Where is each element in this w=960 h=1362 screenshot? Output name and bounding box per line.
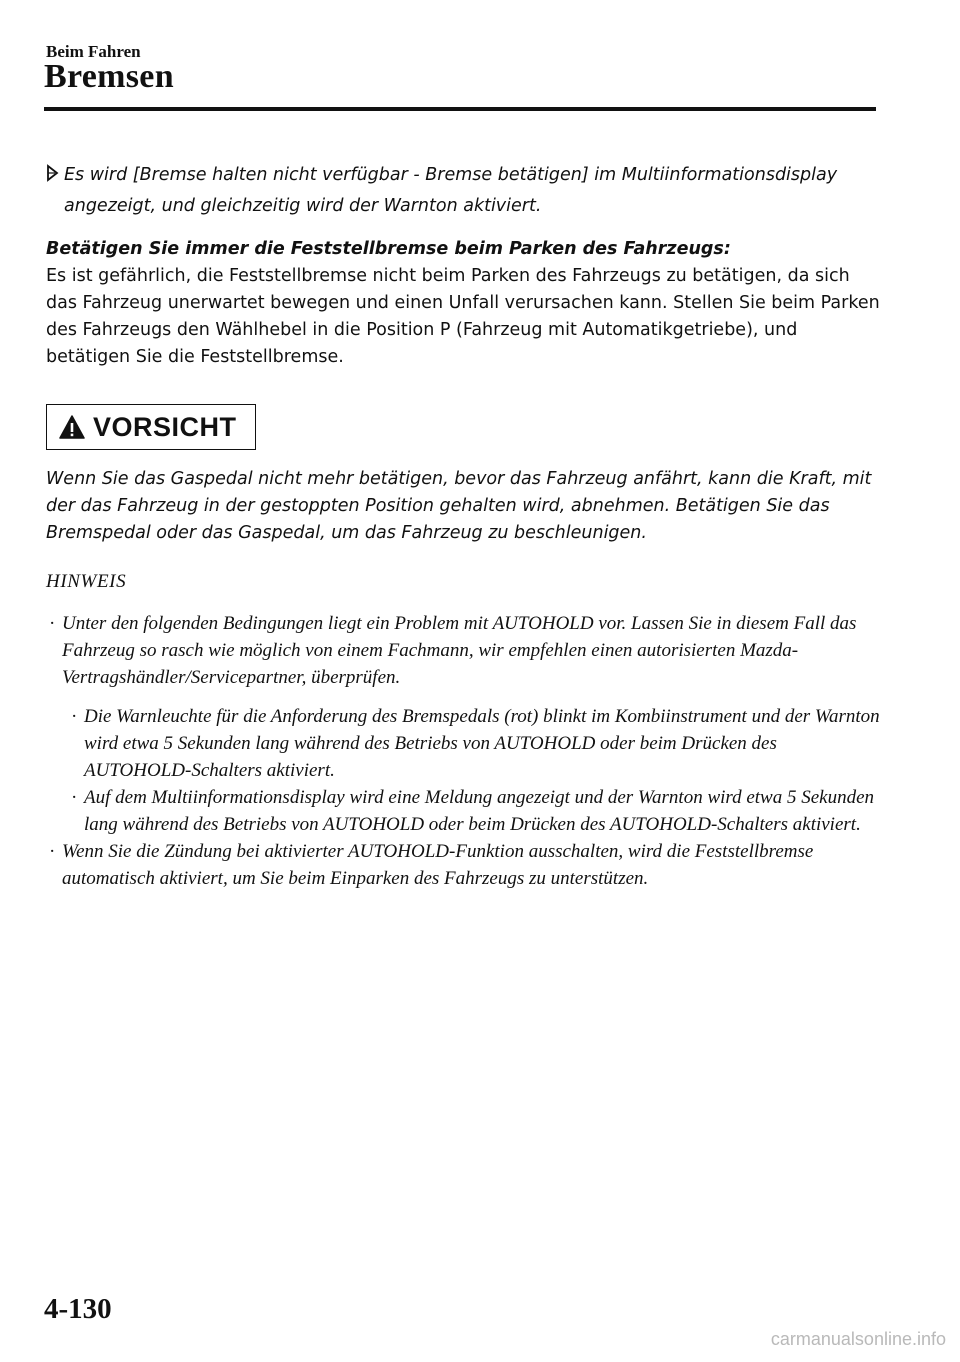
bullet-dot: · — [71, 706, 78, 727]
note-list — [46, 610, 886, 892]
title-divider — [44, 107, 876, 111]
arrow-list-item — [46, 160, 886, 222]
note-subitem — [68, 703, 886, 784]
note-heading: HINWEIS — [46, 571, 127, 592]
arrow-bullet-icon — [46, 160, 60, 193]
note-item-text: Wenn Sie die Zündung bei aktivierter AUTOHOLD-Funktion ausschalten, wird die Feststellbremse automatisch aktiviert, um Sie beim Einparken des Fahrzeugs zu unterstützen. — [62, 841, 814, 889]
note-subitem — [68, 784, 886, 838]
warning-heading: Betätigen Sie immer die Feststellbremse beim Parken des Fahrzeugs: — [46, 239, 731, 259]
note-subitem-text: Auf dem Multiinformationsdisplay wird eine Meldung angezeigt und der Warnton wird etwa 5 Sekunden lang während des Betriebs von AUTOHOLD oder beim Drücken des AUTOHOLD-Schalters aktiviert. — [84, 787, 875, 835]
bullet-dot: · — [49, 613, 56, 634]
caution-label-box — [46, 404, 256, 450]
bullet-dot: · — [49, 841, 56, 862]
bullet-dot: · — [71, 787, 78, 808]
arrow-item-text: Es wird [Bremse halten nicht verfügbar - Bremse betätigen] im Multiinformationsdisplay angezeigt, und gleichzeitig wird der Warnton aktiviert. — [64, 165, 838, 216]
page-title: Bremsen — [44, 58, 174, 95]
warning-triangle-icon — [59, 415, 85, 439]
page-number: 4-130 — [44, 1293, 112, 1325]
section-kicker: Beim Fahren — [46, 42, 141, 61]
note-item — [46, 838, 886, 892]
warning-block — [46, 236, 886, 371]
note-subitem-text: Die Warnleuchte für die Anforderung des Bremspedals (rot) blinkt im Kombiinstrument und der Warnton wird etwa 5 Sekunden lang während des Betriebs von AUTOHOLD oder beim Drücken des AUTOHOLD-Schalters aktiviert. — [84, 706, 880, 781]
caution-text: Wenn Sie das Gaspedal nicht mehr betätigen, bevor das Fahrzeug anfährt, kann die Kraft, mit der das Fahrzeug in der gestoppten Position gehalten wird, abnehmen. Betätigen Sie das Bremspedal oder das Gaspedal, um das Fahrzeug zu beschleunigen. — [46, 469, 872, 543]
note-item-text: Unter den folgenden Bedingungen liegt ein Problem mit AUTOHOLD vor. Lassen Sie in diesem Fall das Fahrzeug so rasch wie möglich von einem Fachmann, wir empfehlen einen autorisierten Mazda-Vertragshändler/Servicepartner, überprüfen. — [62, 613, 857, 688]
warning-body: Es ist gefährlich, die Feststellbremse nicht beim Parken des Fahrzeugs zu betätigen, da sich das Fahrzeug unerwartet bewegen und einen Unfall verursachen kann. Stellen Sie beim Parken des Fahrzeugs den Wählhebel in die Position P (Fahrzeug mit Automatikgetriebe), und betätigen Sie die Feststellbremse. — [46, 266, 880, 367]
note-item — [46, 610, 886, 691]
caution-label: VORSICHT — [93, 411, 237, 442]
watermark: carmanualsonline.info — [770, 1329, 946, 1349]
